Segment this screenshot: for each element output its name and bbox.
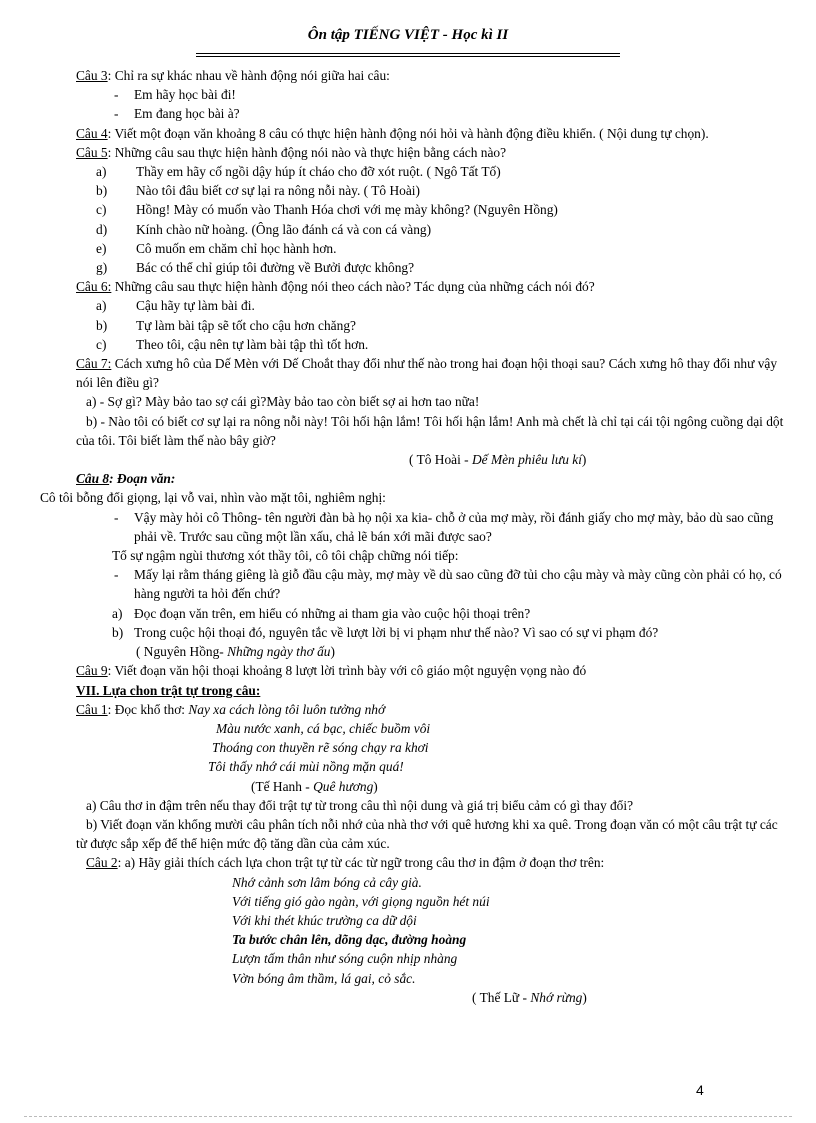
question-7-dialogue-b: b) - Nào tôi có biết cơ sự lại ra nông nỗi này! Tôi hối hận lắm! Tôi hối hận lắm! Anh mà chết là chỉ tại cái tội ngông cuồng dại dột của tôi. Tôi biết làm thế nào bây giờ?	[76, 413, 784, 448]
poem-line: Lượn tấm thân như sóng cuộn nhịp nhàng	[232, 951, 458, 967]
section-vii-question-1-b: b) Viết đoạn văn khổng mười câu phân tích nỗi nhớ của nhà thơ với quê hương khi xa quê. Trong đoạn văn có một câu trật tự các từ được sắp xếp để thể hiện mức độ tăng dần của cảm xúc.	[76, 816, 778, 852]
question-5-item: e) Cô muốn em chăm chỉ học hành hơn.	[96, 240, 337, 256]
question-9: Câu 9: Viết đoạn văn hội thoại khoảng 8 lượt lời trình bày với cô giáo một nguyện vọng nào đó	[76, 663, 587, 679]
poem-line: Tôi thấy nhớ cái mùi nồng mặn quá!	[208, 759, 404, 775]
question-5-item: c) Hồng! Mày có muốn vào Thanh Hóa chơi với mẹ mày không? (Nguyên Hồng)	[96, 202, 558, 218]
header-rule-top	[196, 53, 620, 54]
poem-source: ( Thế Lữ - Nhớ rừng)	[472, 989, 587, 1005]
section-vii-question-1-a: a) Câu thơ in đậm trên nếu thay đổi trật tự từ trong câu thì nội dung và giá trị biểu cảm có gì thay đổi?	[86, 797, 634, 813]
question-6-item: c) Theo tôi, cậu nên tự làm bài tập thì tốt hơn.	[96, 336, 369, 352]
page-bottom-border	[24, 1116, 792, 1117]
poem-line: Nhớ cảnh sơn lâm bóng cả cây già.	[232, 874, 422, 890]
page-number: 4	[696, 1082, 704, 1098]
poem-line: Vờn bóng âm thầm, lá gai, cỏ sắc.	[232, 970, 416, 986]
question-8-qa: a) Đọc đoạn văn trên, em hiểu có những ai tham gia vào cuộc hội thoại trên?	[112, 605, 531, 621]
poem-line: Với tiếng gió gào ngàn, với giọng nguồn hét núi	[232, 893, 490, 909]
question-5: Câu 5: Những câu sau thực hiện hành động nói nào và thực hiện bằng cách nào?	[76, 144, 507, 160]
question-8-qb: b) Trong cuộc hội thoại đó, nguyên tắc về lượt lời bị vi phạm như thế nào? Vì sao có sự vi phạm đó?	[112, 624, 659, 640]
page-header: Ôn tập TIẾNG VIỆT - Học kì II	[307, 27, 509, 43]
question-6: Câu 6: Những câu sau thực hiện hành động nói theo cách nào? Tác dụng của những cách nói đó?	[76, 279, 595, 295]
question-7: Câu 7: Cách xưng hô của Dế Mèn với Dế Choắt thay đổi như thế nào trong hai đoạn hội thoại sau? Cách xưng hô thay đổi như vậy nói lên điều gì?	[76, 356, 778, 391]
poem-line: Màu nước xanh, cá bạc, chiếc buồm vôi	[216, 720, 431, 736]
question-3-dash-1: - Em hãy học bài đi!	[114, 87, 236, 103]
section-vii-question-1: Câu 1: Đọc khổ thơ: Nay xa cách lòng tôi luôn tưởng nhớ	[76, 701, 386, 717]
poem-line: Thoáng con thuyền rẽ sóng chạy ra khơi	[212, 740, 429, 756]
question-7-source: ( Tô Hoài - Dế Mèn phiêu lưu kí)	[409, 452, 587, 468]
poem-line-bold: Ta bước chân lên, dõng dạc, đường hoàng	[232, 932, 467, 948]
question-8-source: ( Nguyên Hồng- Những ngày thơ ấu)	[136, 644, 335, 660]
section-vii-question-2: Câu 2: a) Hãy giải thích cách lựa chon trật tự từ các từ ngữ trong câu thơ in đậm ở đoạn thơ trên:	[86, 855, 605, 871]
question-3-dash-2: - Em đang học bài à?	[114, 106, 240, 122]
poem-line: Với khi thét khúc trường ca dữ dội	[232, 912, 417, 928]
question-3: Câu 3: Chỉ ra sự khác nhau về hành động nói giữa hai câu:	[76, 68, 390, 83]
question-7-dialogue-a: a) - Sợ gì? Mày bảo tao sợ cái gì?Mày bảo tao còn biết sợ ai hơn tao nữa!	[86, 394, 480, 410]
section-vii-heading: VII. Lựa chon trật tự trong câu:	[76, 682, 261, 698]
question-5-item: b) Nào tôi đâu biết cơ sự lại ra nông nỗi này. ( Tô Hoài)	[96, 183, 420, 199]
question-6-item: a) Cậu hãy tự làm bài đi.	[96, 298, 255, 314]
question-8-intro: Cô tôi bỗng đổi giọng, lại vỗ vai, nhìn vào mặt tôi, nghiêm nghị:	[40, 490, 386, 506]
header-rule-bottom	[196, 56, 620, 57]
question-5-item: g) Bác có thể chỉ giúp tôi đường về Bưởi được không?	[96, 260, 415, 276]
question-8-mid: Tổ sự ngậm ngùi thương xót thầy tôi, cô tôi chập chững nói tiếp:	[112, 548, 459, 564]
question-6-item: b) Tự làm bài tập sẽ tốt cho cậu hơn chăng?	[96, 317, 356, 333]
poem-source: (Tế Hanh - Quê hương)	[251, 778, 378, 794]
question-8-dash-2: - Mấy lại rằm tháng giêng là giỗ đầu cậu mày, mợ mày về dù sao cũng đỡ tủi cho cậu mày và mày cũng còn phải có họ, có hàng người ta hỏi đến chứ?	[114, 567, 782, 602]
question-8-dash-1: - Vậy mày hỏi cô Thông- tên người đàn bà họ nội xa kia- chỗ ở của mợ mày, rồi đánh giấy cho mợ mày, bảo dù sao cũng phải về. Trước sau cũng một lần xấu, chả lẽ bán xới mãi được sao?	[114, 509, 774, 544]
question-5-item: a) Thầy em hãy cố ngồi dậy húp ít cháo cho đỡ xót ruột. ( Ngô Tất Tố)	[96, 164, 501, 180]
document-body	[40, 66, 784, 1007]
question-4: Câu 4: Viết một đoạn văn khoảng 8 câu có thực hiện hành động nói hỏi và hành động điều khiển. ( Nội dung tự chọn).	[76, 125, 709, 141]
question-8: Câu 8: Đoạn văn:	[76, 471, 176, 487]
question-5-item: d) Kính chào nữ hoàng. (Ông lão đánh cá và con cá vàng)	[96, 221, 432, 237]
